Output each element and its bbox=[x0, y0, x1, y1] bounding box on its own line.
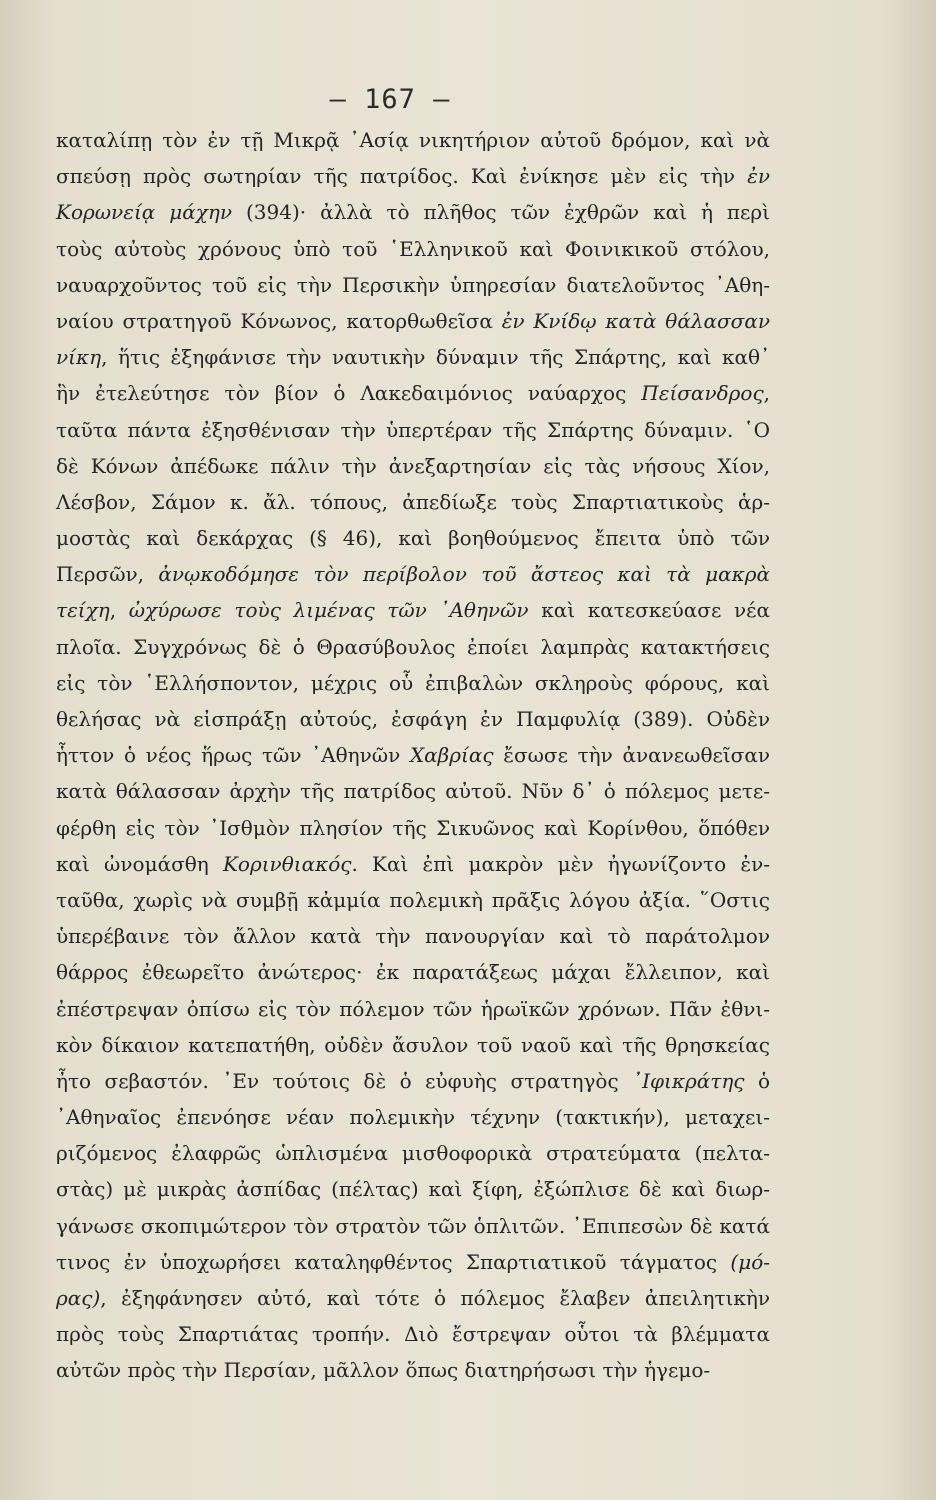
text-line bbox=[56, 194, 770, 230]
text-segment: , bbox=[763, 381, 770, 406]
text-line bbox=[56, 773, 770, 809]
text-segment: καὶ ὠνομάσθη bbox=[56, 851, 223, 876]
text-line bbox=[56, 1135, 770, 1171]
text-segment: καταλίπῃ τὸν ἐν τῇ Μικρᾷ ᾿Ασίᾳ νικητήριον αὐτοῦ δρόμον, καὶ νὰ bbox=[56, 128, 770, 152]
text-segment: σπεύσῃ πρὸς σωτηρίαν τῆς πατρίδος. Καὶ ἐνίκησε μὲν εἰς τὴν bbox=[56, 164, 748, 189]
text-segment: καὶ κατεσκεύασε νέα bbox=[528, 598, 770, 623]
text-line bbox=[56, 1099, 770, 1135]
text-line bbox=[56, 375, 770, 411]
text-line bbox=[56, 882, 770, 918]
italic-segment: ὠχύρωσε τοὺς λιμένας τῶν ᾿Αθηνῶν bbox=[128, 598, 529, 623]
text-line bbox=[56, 991, 770, 1027]
text-segment: τοὺς αὐτοὺς χρόνους ὑπὸ τοῦ ῾Ελληνικοῦ καὶ Φοινικικοῦ στόλου, bbox=[56, 236, 770, 261]
text-line bbox=[56, 1280, 770, 1316]
text-segment: κὸν δίκαιον κατεπατήθη, οὐδὲν ἄσυλον τοῦ ναοῦ καὶ τῆς θρησκείας bbox=[56, 1032, 770, 1057]
text-segment: , ἐξηφάνησεν αὐτό, καὶ τότε ὁ πόλεμος ἔλαβεν ἀπειλητικὴν bbox=[100, 1286, 770, 1310]
text-segment: πλοῖα. Συγχρόνως δὲ ὁ Θρασύβουλος ἐποίει λαμπρὰς κατακτήσεις bbox=[56, 634, 770, 659]
text-line bbox=[56, 231, 770, 267]
text-line bbox=[56, 701, 770, 737]
text-segment: φέρθη εἰς τὸν ᾿Ισθμὸν πλησίον τῆς Σικυῶνος καὶ Κορίνθου, ὅπόθεν bbox=[56, 815, 770, 840]
text-line bbox=[56, 1171, 770, 1207]
text-line bbox=[56, 846, 770, 882]
text-segment: ἦτο σεβαστόν. ᾿Εν τούτοις δὲ ὁ εὐφυὴς στρατηγὸς bbox=[56, 1068, 633, 1093]
text-segment: ριζόμενος ἐλαφρῶς ὡπλισμένα μισθοφορικὰ στρατεύματα (πελτα- bbox=[56, 1141, 770, 1166]
text-line bbox=[56, 303, 770, 339]
text-segment: . Καὶ ἐπὶ μακρὸν μὲν ἠγωνίζοντο ἐν- bbox=[351, 851, 770, 876]
italic-segment: ρας) bbox=[56, 1286, 101, 1310]
text-segment: ὑπερέβαινε τὸν ἄλλον κατὰ τὴν πανουργίαν καὶ τὸ παράτολμον bbox=[56, 924, 770, 949]
text-line bbox=[56, 592, 770, 628]
text-line bbox=[56, 122, 770, 158]
italic-segment: Πείσανδρος bbox=[641, 381, 764, 406]
text-segment: εἰς τὸν ῾Ελλήσποντον, μέχρις οὗ ἐπιβαλὼν σκληροὺς φόρους, καὶ bbox=[56, 670, 770, 695]
text-segment: πρὸς τοὺς Σπαρτιάτας τροπήν. Διὸ ἔστρεψαν οὗτοι τὰ βλέμματα bbox=[56, 1322, 770, 1347]
text-line bbox=[56, 665, 770, 701]
text-segment: ναίου στρατηγοῦ Κόνωνος, κατορθωθεῖσα bbox=[56, 308, 502, 333]
text-line bbox=[56, 1063, 770, 1099]
text-line bbox=[56, 810, 770, 846]
text-line bbox=[56, 1316, 770, 1352]
text-segment: στὰς) μὲ μικρὰς ἀσπίδας (πέλτας) καὶ ξίφη, ἐξώπλισε δὲ καὶ διωρ- bbox=[56, 1177, 770, 1202]
text-segment: ἧττον ὁ νέος ἥρως τῶν ᾿Αθηνῶν bbox=[56, 743, 410, 768]
page-number: — 167 — bbox=[329, 84, 451, 115]
text-segment: ᾿Αθηναῖος ἐπενόησε νέαν πολεμικὴν τέχνην (τακτικήν), μεταχει- bbox=[56, 1105, 770, 1130]
text-segment: Λέσβον, Σάμον κ. ἄλ. τόπους, ἀπεδίωξε τοὺς Σπαρτιατικοὺς ἁρ- bbox=[56, 489, 770, 514]
text-line bbox=[56, 1352, 770, 1388]
text-line bbox=[56, 1208, 770, 1244]
text-segment: δὲ Κόνων ἀπέδωκε πάλιν τὴν ἀνεξαρτησίαν εἰς τὰς νήσους Χίον, bbox=[56, 453, 770, 478]
text-line bbox=[56, 918, 770, 954]
text-segment: τινος ἐν ὑποχωρήσει καταληφθέντος Σπαρτιατικοῦ τάγματος bbox=[56, 1249, 731, 1274]
text-segment: ναυαρχοῦντος τοῦ εἰς τὴν Περσικὴν ὑπηρεσίαν διατελοῦντος ᾿Αθη- bbox=[56, 272, 770, 297]
text-segment: θελήσας νὰ εἰσπράξῃ αὐτούς, ἐσφάγη ἐν Παμφυλίᾳ (389). Οὐδὲν bbox=[56, 707, 770, 731]
text-line bbox=[56, 737, 770, 773]
text-segment: γάνωσε σκοπιμώτερον τὸν στρατὸν τῶν ὁπλιτῶν. ᾿Επιπεσὼν δὲ κατά bbox=[56, 1213, 770, 1238]
text-segment: ταῦτα πάντα ἐξησθένισαν τὴν ὑπερτέραν τῆς Σπάρτης δύναμιν. ῾Ο bbox=[56, 417, 770, 442]
text-line bbox=[56, 484, 770, 520]
italic-segment: ἐν Κνίδῳ κατὰ θάλασσαν bbox=[501, 308, 770, 333]
text-line bbox=[56, 1027, 770, 1063]
text-line bbox=[56, 629, 770, 665]
text-segment: μοστὰς καὶ δεκάρχας (§ 46), καὶ βοηθούμενος ἔπειτα ὑπὸ τῶν bbox=[56, 526, 770, 551]
text-line bbox=[56, 339, 770, 375]
italic-segment: νίκη bbox=[56, 345, 102, 370]
text-line bbox=[56, 520, 770, 556]
text-line bbox=[56, 1244, 770, 1280]
italic-segment: Χαβρίας bbox=[409, 743, 494, 768]
text-segment: (394)· ἀλλὰ τὸ πλῆθος τῶν ἐχθρῶν καὶ ἡ περὶ bbox=[232, 200, 770, 225]
text-segment: , ἥτις ἐξηφάνισε τὴν ναυτικὴν δύναμιν τῆς Σπάρτης, καὶ καθ᾿ bbox=[101, 345, 770, 370]
text-segment: Περσῶν, bbox=[56, 562, 159, 587]
text-segment: αὐτῶν πρὸς τὴν Περσίαν, μᾶλλον ὅπως διατηρήσωσι τὴν ἡγεμο- bbox=[56, 1358, 711, 1383]
text-line bbox=[56, 158, 770, 194]
text-segment: ἣν ἐτελεύτησε τὸν βίον ὁ Λακεδαιμόνιος ναύαρχος bbox=[56, 381, 642, 406]
text-segment: ὁ bbox=[744, 1068, 770, 1093]
text-segment: ταῦθα, χωρὶς νὰ συμβῇ κἀμμία πολεμικὴ πρᾶξις λόγου ἀξία. ῞Οστις bbox=[56, 887, 770, 912]
italic-segment: ἐν bbox=[747, 164, 770, 189]
text-line bbox=[56, 448, 770, 484]
italic-segment: Κορινθιακός bbox=[222, 851, 352, 876]
text-segment: , bbox=[109, 598, 129, 623]
italic-segment: ᾿Ιφικράτης bbox=[632, 1068, 745, 1093]
text-line bbox=[56, 267, 770, 303]
text-line bbox=[56, 954, 770, 990]
text-segment: ἐπέστρεψαν ὀπίσω εἰς τὸν πόλεμον τῶν ἡρωϊκῶν χρόνων. Πᾶν ἐθνι- bbox=[56, 996, 770, 1021]
text-line bbox=[56, 556, 770, 592]
italic-segment: ἀνῳκοδόμησε τὸν περίβολον τοῦ ἄστεος καὶ τὰ μακρὰ bbox=[158, 562, 770, 587]
body-text bbox=[56, 122, 770, 1389]
italic-segment: Κορωνείᾳ μάχην bbox=[56, 200, 233, 225]
italic-segment: τείχη bbox=[56, 598, 110, 623]
italic-segment: (μό- bbox=[730, 1249, 770, 1274]
text-line bbox=[56, 412, 770, 448]
text-segment: ἔσωσε τὴν ἀνανεωθεῖσαν bbox=[493, 743, 771, 768]
text-segment: θάρρος ἐθεωρεῖτο ἀνώτερος· ἐκ παρατάξεως μάχαι ἔλλειπον, καὶ bbox=[56, 960, 770, 985]
text-segment: κατὰ θάλασσαν ἀρχὴν τῆς πατρίδος αὐτοῦ. Νῦν δ᾿ ὁ πόλεμος μετε- bbox=[56, 779, 770, 804]
